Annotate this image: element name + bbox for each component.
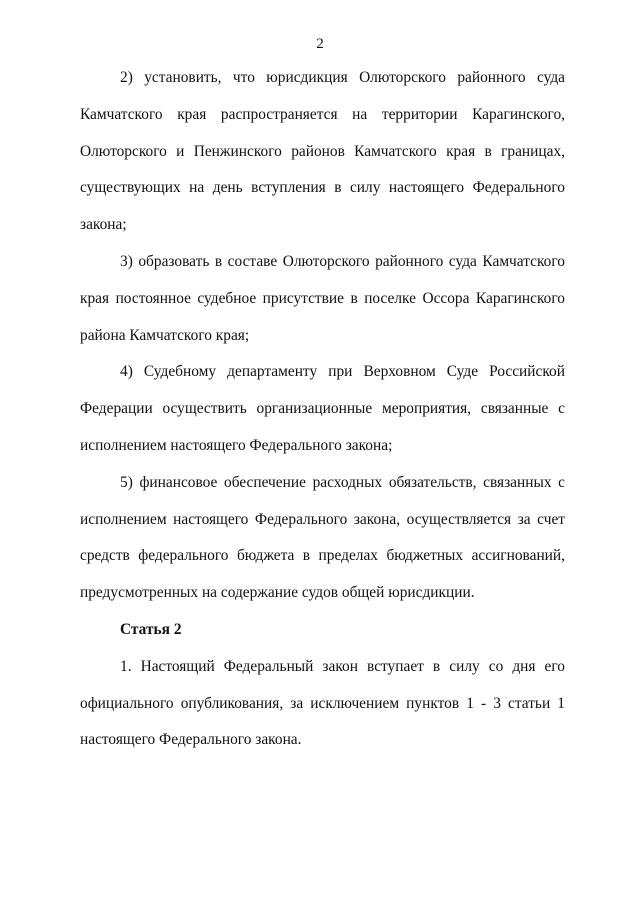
- text-line: района Камчатского края;: [80, 326, 250, 344]
- text-line: Камчатского края распространяется на территории Карагинского,: [80, 105, 565, 123]
- article-heading: Статья 2: [120, 620, 182, 638]
- text-line: исполнением настоящего Федерального закона;: [80, 436, 393, 454]
- text-line: исполнением настоящего Федерального закона, осуществляется за счет: [80, 510, 565, 528]
- text-line: предусмотренных на содержание судов общей юрисдикции.: [80, 584, 475, 602]
- text-line: 5) финансовое обеспечение расходных обязательств, связанных с: [120, 473, 565, 491]
- text-line: 4) Судебному департаменту при Верховном Суде Российской: [120, 363, 565, 381]
- text-line: закона;: [80, 216, 127, 234]
- text-line: края постоянное судебное присутствие в поселке Оссора Карагинского: [80, 289, 565, 307]
- document-body: [80, 67, 565, 766]
- text-line: официального опубликования, за исключением пунктов 1 - 3 статьи 1: [80, 694, 565, 712]
- text-line: средств федерального бюджета в пределах бюджетных ассигнований,: [80, 547, 565, 565]
- text-line: 2) установить, что юрисдикция Олюторского районного суда: [120, 69, 565, 86]
- text-line: 3) образовать в составе Олюторского районного суда Камчатского: [120, 252, 565, 270]
- text-line: Федерации осуществить организационные мероприятия, связанные с: [80, 400, 565, 418]
- text-line: 1. Настоящий Федеральный закон вступает в силу со дня его: [120, 657, 565, 675]
- text-line: Олюторского и Пенжинского районов Камчатского края в границах,: [80, 142, 565, 160]
- text-line: настоящего Федерального закона.: [80, 731, 302, 749]
- page-number: 2: [316, 36, 324, 52]
- text-line: существующих на день вступления в силу настоящего Федерального: [80, 179, 565, 197]
